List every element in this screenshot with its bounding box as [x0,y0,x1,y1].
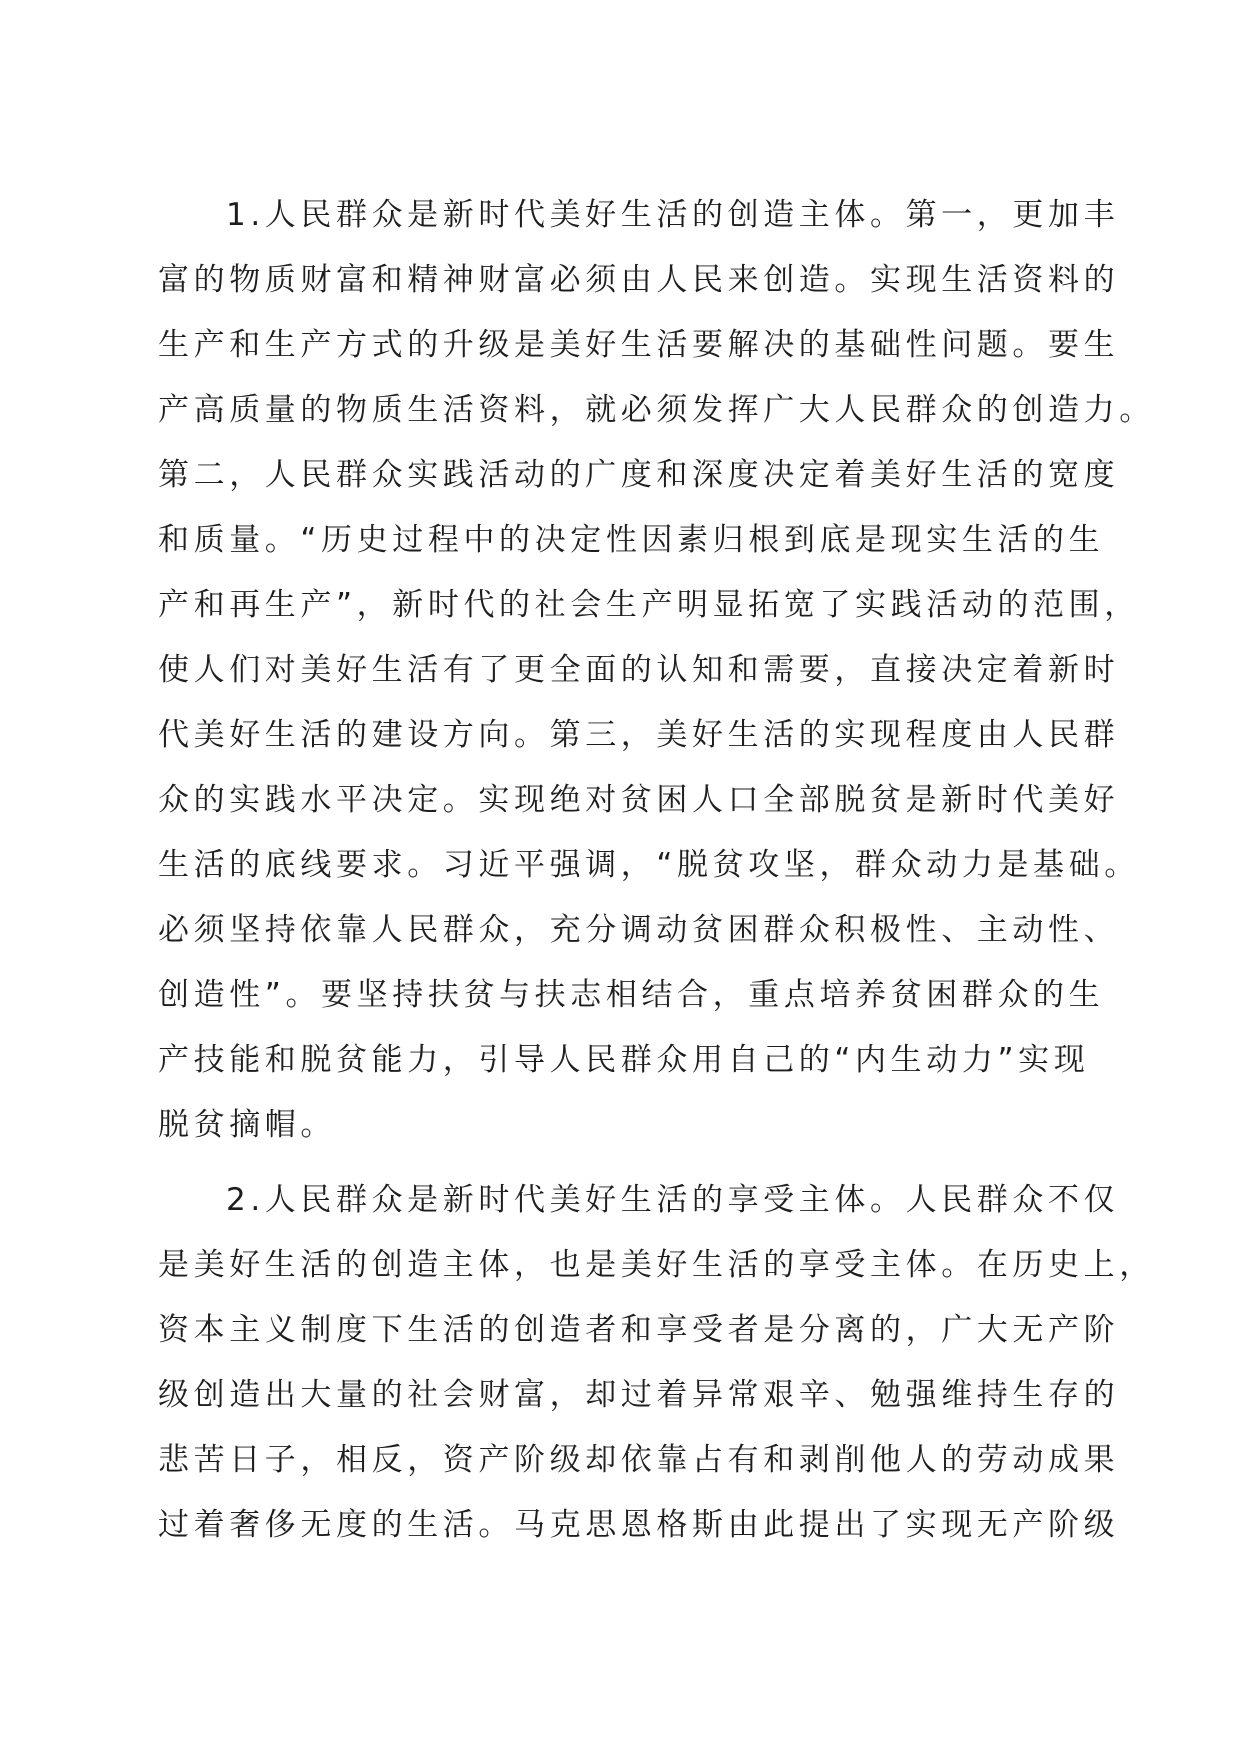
paragraph-2 [158,1168,1155,1558]
text-line: 悲苦日子，相反，资产阶级却依靠占有和剥削他人的劳动成果 [158,1442,1120,1478]
text-line: 生产和生产方式的升级是美好生活要解决的基础性问题。要生 [158,327,1120,363]
text-line: 2.人民群众是新时代美好生活的享受主体。人民群众不仅 [226,1182,1120,1218]
text-line: 资本主义制度下生活的创造者和享受者是分离的，广大无产阶 [158,1312,1120,1348]
paragraph-1 [158,183,1155,1158]
document-body [158,183,1155,1558]
text-line: 创造性”。要坚持扶贫与扶志相结合，重点培养贫困群众的生 [158,977,1105,1013]
text-line: 1.人民群众是新时代美好生活的创造主体。第一，更加丰 [226,197,1120,233]
text-line: 是美好生活的创造主体，也是美好生活的享受主体。在历史上， [158,1247,1155,1283]
text-line: 必须坚持依靠人民群众，充分调动贫困群众积极性、主动性、 [158,912,1120,948]
text-line: 产高质量的物质生活资料，就必须发挥广大人民群众的创造力。 [158,392,1155,428]
text-line: 脱贫摘帽。 [158,1107,336,1143]
text-line: 使人们对美好生活有了更全面的认知和需要，直接决定着新时 [158,652,1120,688]
text-line: 众的实践水平决定。实现绝对贫困人口全部脱贫是新时代美好 [158,782,1120,818]
text-line: 和质量。“历史过程中的决定性因素归根到底是现实生活的生 [158,522,1105,558]
text-line: 级创造出大量的社会财富，却过着异常艰辛、勉强维持生存的 [158,1377,1120,1413]
text-line: 生活的底线要求。习近平强调，“脱贫攻坚，群众动力是基础。 [158,847,1140,883]
text-line: 产和再生产”，新时代的社会生产明显拓宽了实践活动的范围， [158,587,1140,623]
text-line: 第二，人民群众实践活动的广度和深度决定着美好生活的宽度 [158,457,1120,493]
text-line: 产技能和脱贫能力，引导人民群众用自己的“内生动力”实现 [158,1042,1090,1078]
text-line: 富的物质财富和精神财富必须由人民来创造。实现生活资料的 [158,262,1120,298]
text-line: 代美好生活的建设方向。第三，美好生活的实现程度由人民群 [158,717,1120,753]
text-line: 过着奢侈无度的生活。马克思恩格斯由此提出了实现无产阶级 [158,1507,1120,1543]
